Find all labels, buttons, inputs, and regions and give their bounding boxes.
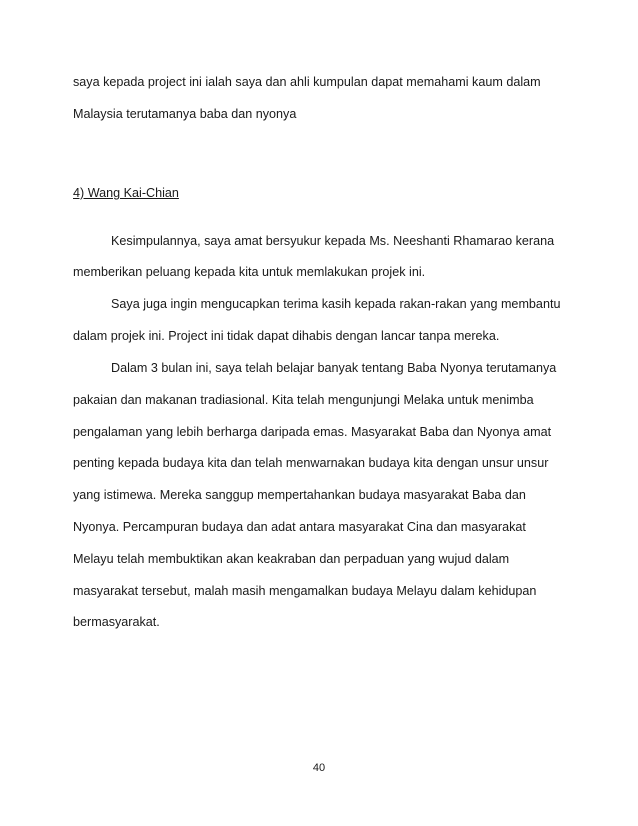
paragraph-line: Nyonya. Percampuran budaya dan adat antara masyarakat Cina dan masyarakat [73,520,526,534]
paragraph-line: yang istimewa. Mereka sanggup mempertahankan budaya masyarakat Baba dan [73,488,526,502]
intro-line: Malaysia terutamanya baba dan nyonya [73,107,297,121]
paragraph-line: Saya juga ingin mengucapkan terima kasih kepada rakan-rakan yang membantu [111,297,561,311]
paragraph-line: Dalam 3 bulan ini, saya telah belajar banyak tentang Baba Nyonya terutamanya [111,361,557,375]
page-number: 40 [312,762,326,774]
intro-line: saya kepada project ini ialah saya dan ahli kumpulan dapat memahami kaum dalam [73,75,541,89]
paragraph-line: memberikan peluang kepada kita untuk memlakukan projek ini. [73,265,426,279]
paragraph-line: pengalaman yang lebih berharga daripada emas. Masyarakat Baba dan Nyonya amat [73,425,552,439]
section-heading: 4) Wang Kai-Chian [73,186,179,200]
paragraph-line: dalam projek ini. Project ini tidak dapat dihabis dengan lancar tanpa mereka. [73,329,500,343]
paragraph-line: Melayu telah membuktikan akan keakraban dan perpaduan yang wujud dalam [73,552,510,566]
paragraph-line: penting kepada budaya kita dan telah menwarnakan budaya kita dengan unsur unsur [73,456,549,470]
paragraph-line: pakaian dan makanan tradiasional. Kita telah mengunjungi Melaka untuk menimba [73,393,534,407]
paragraph-line: Kesimpulannya, saya amat bersyukur kepada Ms. Neeshanti Rhamarao kerana [111,234,555,248]
paragraph-line: bermasyarakat. [73,615,160,629]
paragraph-line: masyarakat tersebut, malah masih mengamalkan budaya Melayu dalam kehidupan [73,584,537,598]
